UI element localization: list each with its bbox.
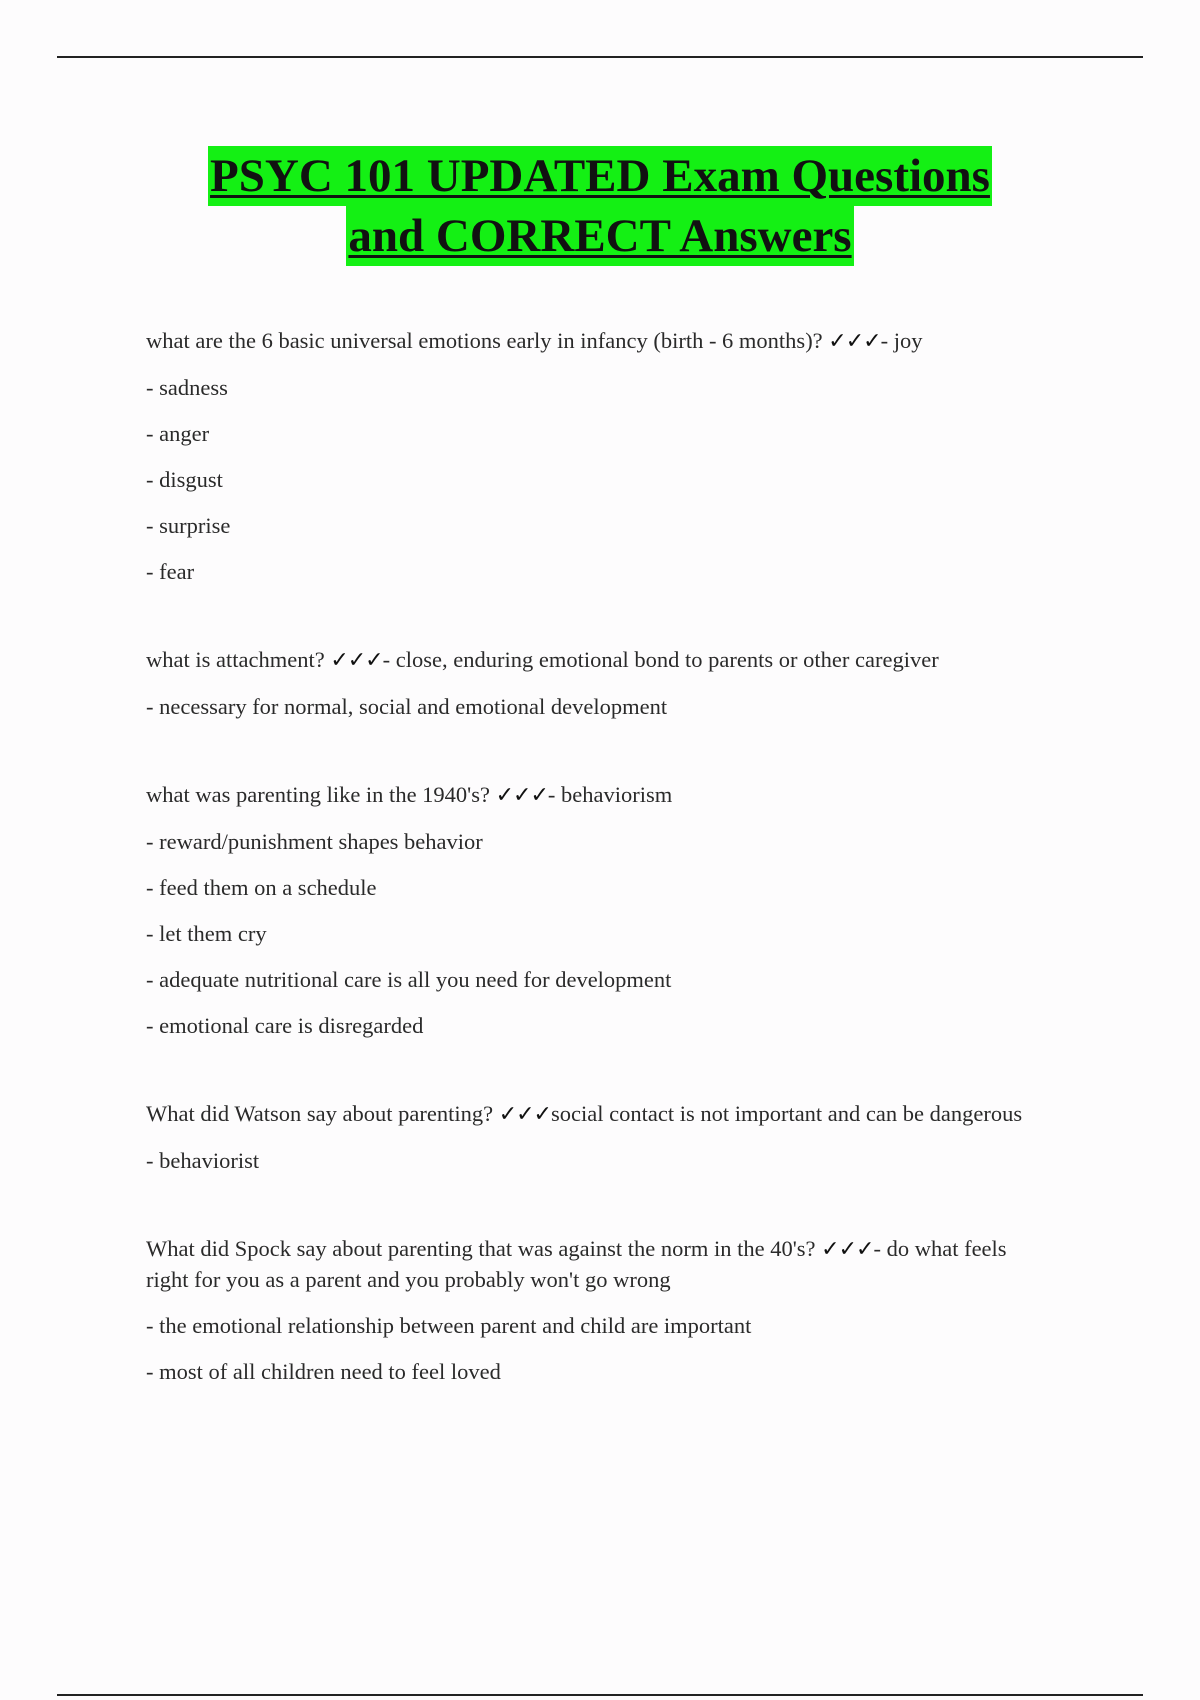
- document-title: [0, 146, 1200, 266]
- qa-block: [146, 645, 1046, 722]
- check-icon: ✓✓✓: [330, 648, 383, 673]
- check-icon: ✓✓✓: [498, 1102, 551, 1127]
- title-line-1: PSYC 101 UPDATED Exam Questions: [208, 146, 992, 206]
- answer-item: - fear: [146, 559, 195, 584]
- question-line: [146, 780, 1046, 811]
- answer-item: - necessary for normal, social and emotional development: [146, 694, 668, 719]
- answer-item: - disgust: [146, 467, 223, 492]
- qa-block: [146, 1234, 1046, 1387]
- answer-item: - most of all children need to feel loved: [146, 1359, 501, 1384]
- answer-item: - behaviorist: [146, 1148, 260, 1173]
- question-text: What did Watson say about parenting?: [146, 1101, 499, 1126]
- title-line-2: and CORRECT Answers: [346, 206, 853, 266]
- check-icon: ✓✓✓: [495, 783, 548, 808]
- qa-block: [146, 1099, 1046, 1176]
- answer-item: - let them cry: [146, 921, 267, 946]
- answer-item: - surprise: [146, 513, 231, 538]
- answer-item: - the emotional relationship between parent and child are important: [146, 1313, 752, 1338]
- question-text: what was parenting like in the 1940's?: [146, 782, 496, 807]
- question-line: [146, 645, 1046, 676]
- answer-text: - do what feels right for you as a parent and you probably won't go wrong: [146, 1236, 1007, 1292]
- qa-block: [146, 780, 1046, 1041]
- answer-text: social contact is not important and can be dangerous: [551, 1101, 1023, 1126]
- qa-block: [146, 326, 1046, 587]
- question-text: what is attachment?: [146, 647, 331, 672]
- qa-list: [146, 326, 1046, 1445]
- answer-item: - anger: [146, 421, 210, 446]
- answer-text: - close, enduring emotional bond to parents or other caregiver: [382, 647, 939, 672]
- question-text: What did Spock say about parenting that was against the norm in the 40's?: [146, 1236, 822, 1261]
- answer-text: - behaviorism: [547, 782, 673, 807]
- footer-rule: [57, 1694, 1143, 1696]
- question-line: [146, 1234, 1046, 1295]
- question-line: [146, 1099, 1046, 1130]
- answer-item: - emotional care is disregarded: [146, 1013, 424, 1038]
- check-icon: ✓✓✓: [828, 329, 881, 354]
- answer-item: - reward/punishment shapes behavior: [146, 829, 483, 854]
- answer-item: - adequate nutritional care is all you need for development: [146, 967, 672, 992]
- question-line: [146, 326, 1046, 357]
- header-rule: [57, 56, 1143, 58]
- answer-item: - feed them on a schedule: [146, 875, 377, 900]
- answer-text: - joy: [880, 328, 923, 353]
- check-icon: ✓✓✓: [821, 1237, 874, 1262]
- question-text: what are the 6 basic universal emotions early in infancy (birth - 6 months)?: [146, 328, 829, 353]
- answer-item: - sadness: [146, 375, 228, 400]
